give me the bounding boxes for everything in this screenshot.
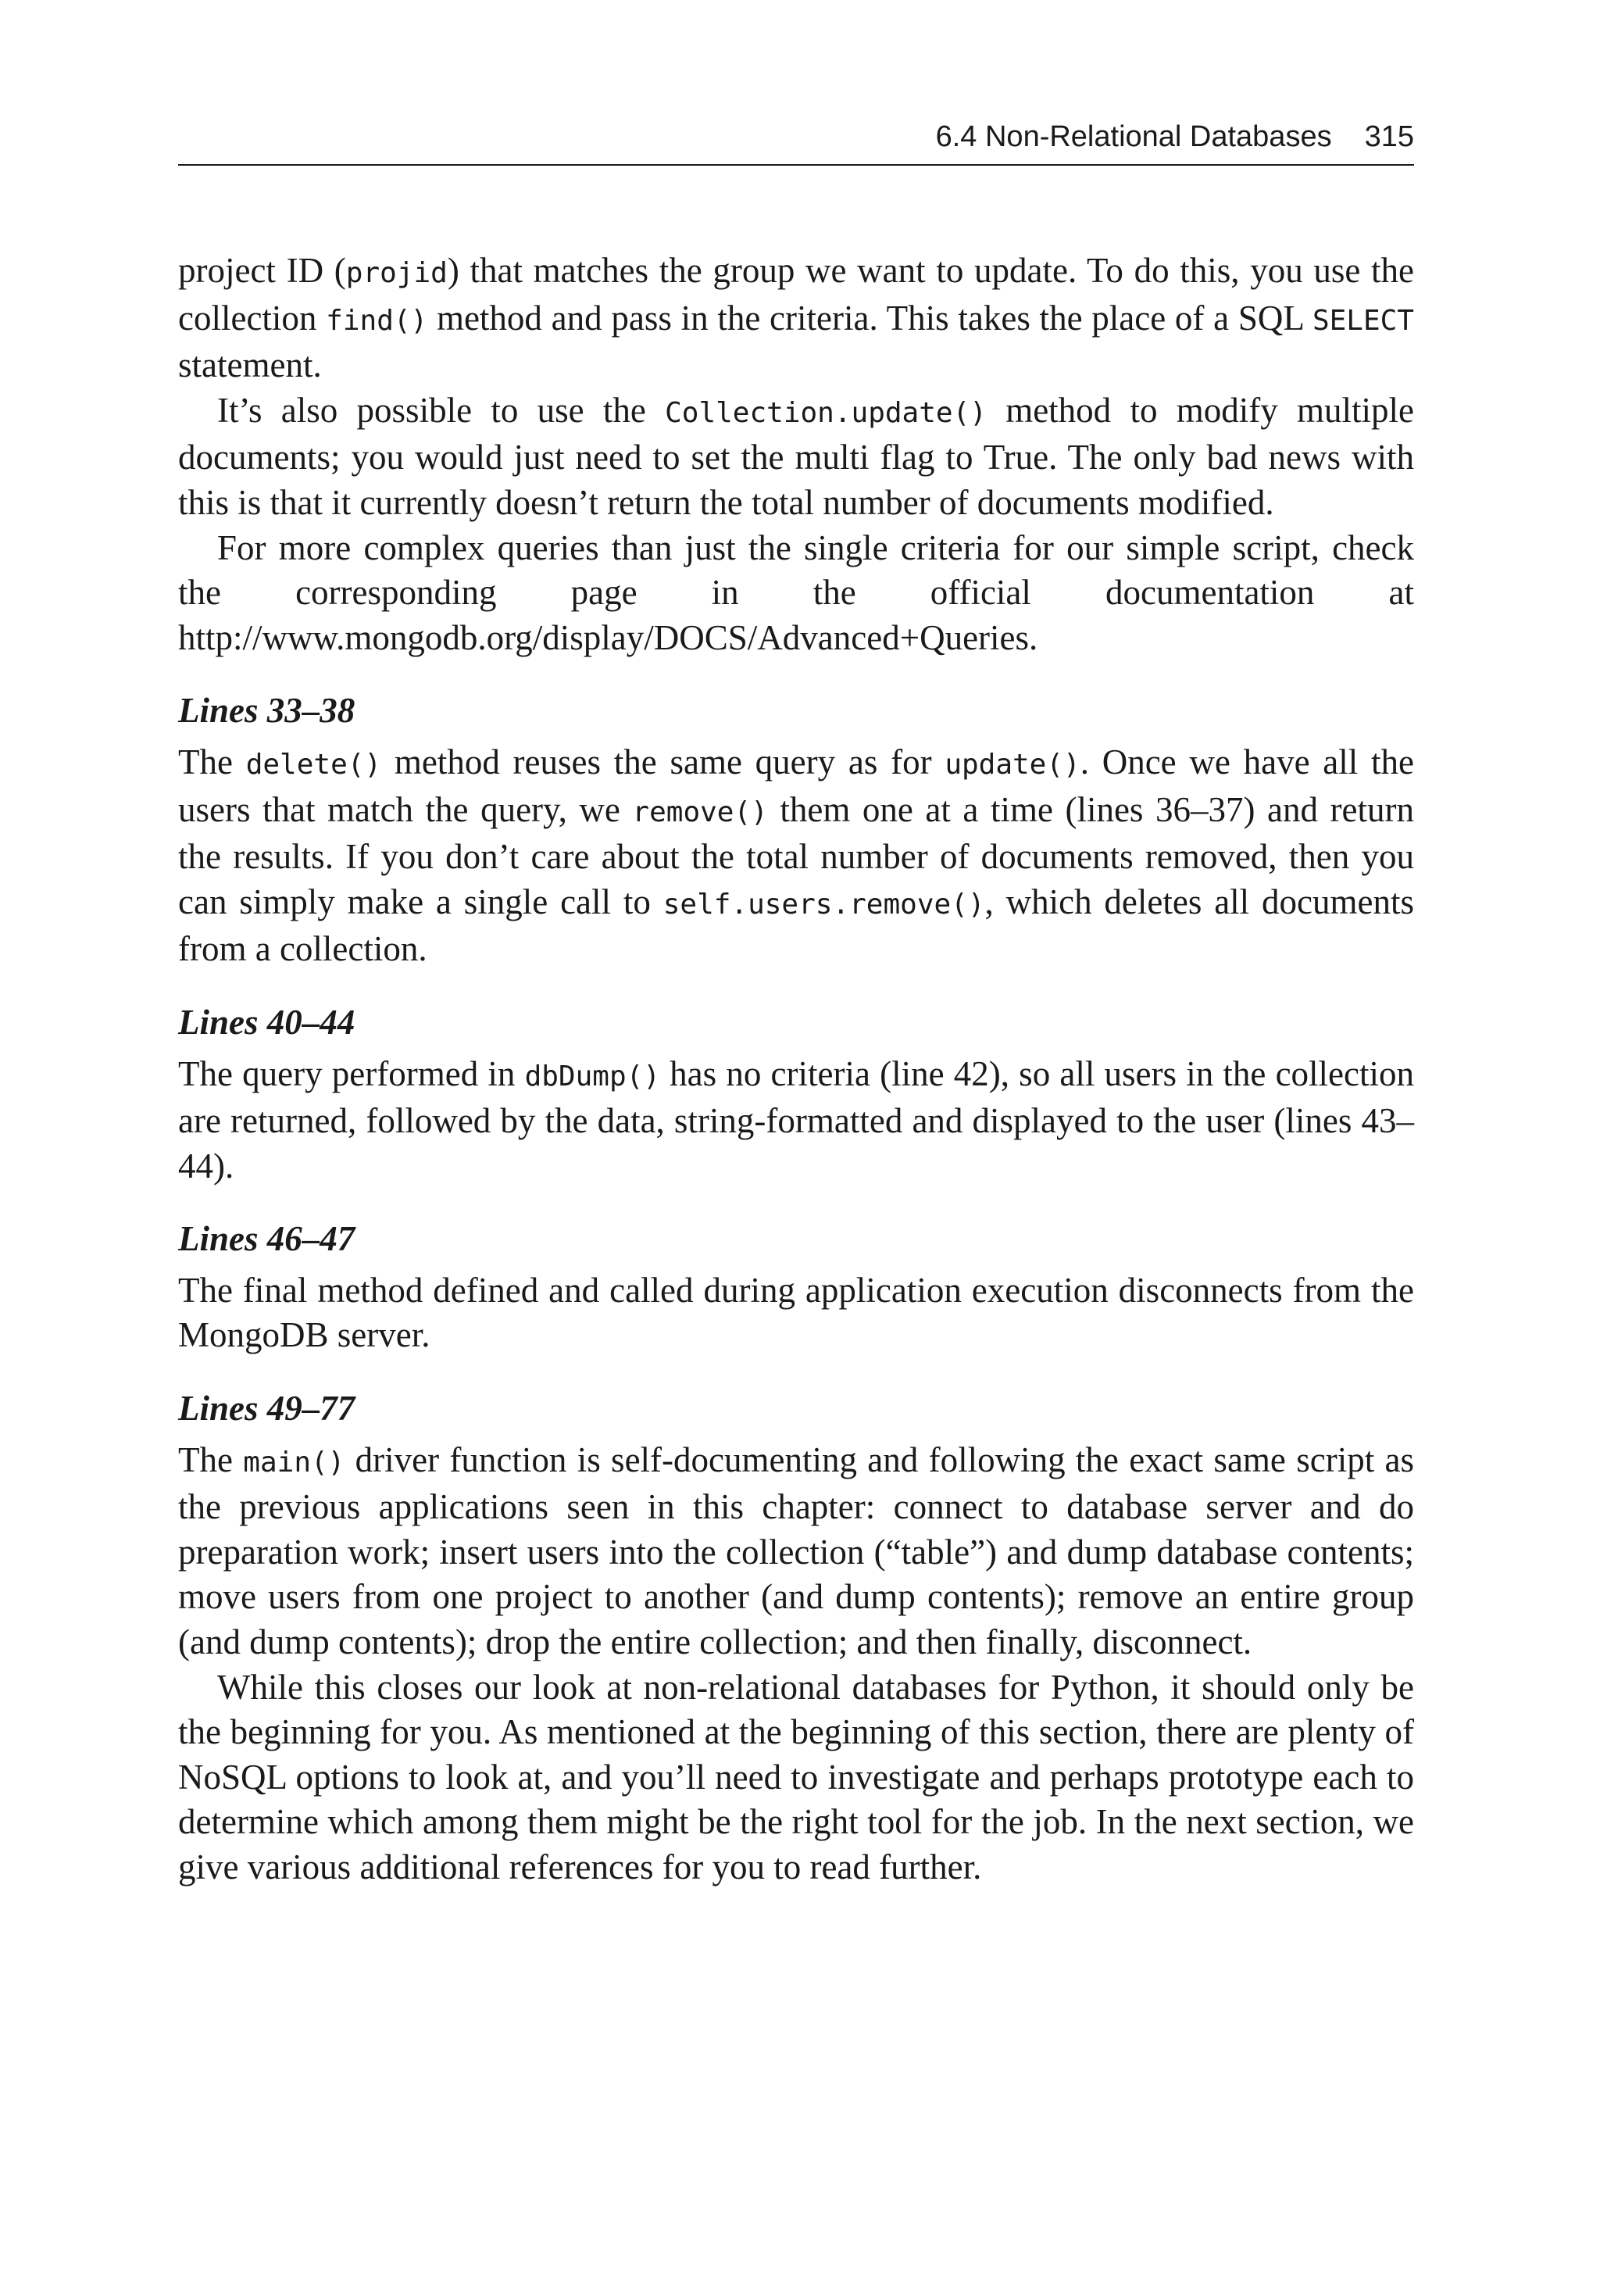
page-number: 315 bbox=[1364, 120, 1414, 153]
inline-code: Collection.update() bbox=[665, 396, 987, 429]
heading-lines-49-77: Lines 49–77 bbox=[178, 1389, 355, 1429]
paragraph-complex-queries: For more complex queries than just the single criteria for our simple script, check the corresponding page in the official documentation at http://www.mongodb.org/display/DOCS/Advanced+Queries. bbox=[178, 528, 1414, 657]
inline-code: dbDump() bbox=[524, 1060, 660, 1093]
paragraph-disconnect: The final method defined and called during application execution disconnects from the MongoDB server. bbox=[178, 1270, 1414, 1355]
inline-code: find() bbox=[326, 304, 428, 337]
heading-lines-33-38: Lines 33–38 bbox=[178, 691, 355, 731]
paragraph-delete: The delete() method reuses the same query as for update(). Once we have all the users that match the query, we remove() them one at a time (lines 36–37) and return the results. If you don’t care about the total number of documents removed, then you can simply make a single call to self.users.remove(), which deletes all documents from a collection. bbox=[178, 742, 1414, 969]
inline-code: self.users.remove() bbox=[662, 888, 985, 921]
heading-lines-46-47: Lines 46–47 bbox=[178, 1219, 355, 1259]
paragraph-closing: While this closes our look at non-relational databases for Python, it should only be the beginning for you. As mentioned at the beginning of this section, there are plenty of NoSQL options to look at, and you’ll need to investigate and perhaps prototype each to determine which among them might be the right tool for the job. In the next section, we give various additional references for you to read further. bbox=[178, 1667, 1414, 1887]
paragraph-projid: project ID (projid) that matches the group we want to update. To do this, you use the collection find() method and pass in the criteria. This takes the place of a SQL SELECT statement. bbox=[178, 251, 1414, 385]
header-section-title: 6.4 Non-Relational Databases bbox=[935, 120, 1332, 153]
heading-lines-40-44: Lines 40–44 bbox=[178, 1002, 355, 1042]
inline-code: delete() bbox=[245, 748, 382, 781]
page-body bbox=[178, 249, 1414, 1890]
inline-code: projid bbox=[345, 257, 448, 289]
inline-code: SELECT bbox=[1312, 304, 1414, 337]
running-header bbox=[178, 120, 1414, 166]
paragraph-dbdump: The query performed in dbDump() has no criteria (line 42), so all users in the collection are returned, followed by the data, string-formatted and displayed to the user (lines 43–44). bbox=[178, 1053, 1414, 1186]
inline-code: main() bbox=[243, 1446, 345, 1479]
inline-code: update() bbox=[945, 748, 1080, 781]
inline-code: remove() bbox=[632, 796, 768, 828]
paragraph-collection-update: It’s also possible to use the Collection.update() method to modify multiple documents; you would just need to set the multi flag to True. The only bad news with this is that it currently doesn’t return the total number of documents modified. bbox=[178, 390, 1414, 522]
paragraph-main: The main() driver function is self-documenting and following the exact same script as the previous applications seen in this chapter: connect to database server and do preparation work; insert users into the collection (“table”) and dump database contents; move users from one project to another (and dump contents); remove an entire group (and dump contents); drop the entire collection; and then finally, disconnect. bbox=[178, 1439, 1415, 1662]
